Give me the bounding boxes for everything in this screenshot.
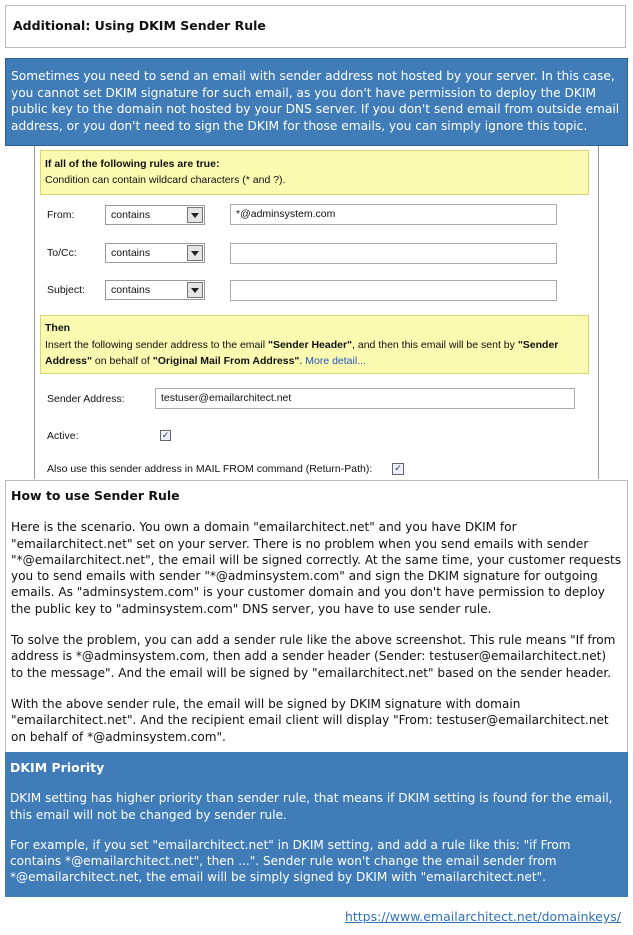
then-text: Insert the following sender address to the email [45,338,268,351]
howto-paragraph: To solve the problem, you can add a sender rule like the above screenshot. This rule means "If from address is *@adminsystem.com, then add a sender header (Sender: testuser@emailarchitect.net) to the message". And the email will be signed by "emailarchitect.net" based on the sender header. [11,633,616,680]
condition-heading: If all of the following rules are true: [45,158,220,170]
subject-operator-select[interactable] [105,280,205,300]
tocc-label: To/Cc: [47,247,77,259]
from-operator-select[interactable] [105,205,205,225]
then-text: . [299,355,306,367]
return-path-row [47,458,372,480]
active-row [47,425,79,447]
tocc-operator-select[interactable] [105,243,205,263]
sender-address-row [47,388,125,410]
priority-paragraph: DKIM setting has higher priority than sender rule, that means if DKIM setting is found for the email, this email will not be changed by sender rule. [10,791,613,822]
subject-operator-value: contains [111,284,151,296]
tocc-value-input[interactable] [230,243,557,264]
then-bold: "Original Mail From Address" [152,355,300,367]
priority-paragraph: For example, if you set "emailarchitect.net" in DKIM setting, and add a rule like this: "if From contains *@emailarchitect.net", then ...". Sender rule won't change the email sender from *@emailarchitect.net, the email will be simply signed by DKIM with "emailarchitect.net". [10,837,571,885]
more-detail-link[interactable]: More detail... [305,355,366,367]
sender-address-input[interactable]: testuser@emailarchitect.net [155,388,575,409]
return-path-label: Also use this sender address in MAIL FROM command (Return-Path): [47,463,373,475]
priority-panel [5,752,628,897]
section-title-box [5,5,626,48]
from-operator-value: contains [111,209,151,221]
active-checkbox[interactable]: ✓ [161,430,170,440]
then-box [40,315,589,374]
subject-label: Subject: [47,284,85,296]
howto-paragraph: Here is the scenario. You own a domain "emailarchitect.net" and you have DKIM for "emailarchitect.net" set on your server. There is no problem when you send emails with sender "*@emailarchitect.net", the email will be signed correctly. At the same time, your customer requests you to send emails with sender "*@adminsystem.com" and sign the DKIM signature for outgoing emails. As "adminsystem.com" is your customer domain and you don't have permission to deploy the public key to "adminsystem.com" DNS server, you have to use sender rule. [11,520,622,616]
tocc-operator-value: contains [111,247,151,259]
from-row [47,204,105,226]
subject-value-input[interactable] [230,280,557,301]
then-bold: "Sender Address" [45,338,559,367]
chevron-down-icon[interactable] [187,245,203,261]
howto-panel [5,480,628,753]
condition-note: Condition can contain wildcard characters (* and ?). [45,174,286,186]
howto-paragraph: With the above sender rule, the email will be signed by DKIM signature with domain "emailarchitect.net". And the recipient email client will display "From: testuser@emailarchitect.net on behalf of *@adminsystem.com". [11,696,609,744]
then-bold: "Sender Header" [267,338,353,351]
condition-box [40,150,589,195]
from-value-input[interactable]: *@adminsystem.com [230,204,557,225]
priority-heading: DKIM Priority [10,760,105,775]
intro-panel: Sometimes you need to send an email with sender address not hosted by your server. In this case, you cannot set DKIM signature for such email, as you don't have permission to deploy the DKIM public key to the domain not hosted by your DNS server. If you don't send email from outside email address, or you don't need to sign the DKIM for those emails, you can simply ignore this topic. [5,58,628,146]
footer-url-link[interactable]: https://www.emailarchitect.net/domainkeys/ [344,909,621,924]
then-text: on behalf of [92,355,153,367]
howto-heading: How to use Sender Rule [11,488,180,503]
tocc-row [47,242,105,264]
then-text: , and then this email will be sent by [352,338,518,351]
section-title: Additional: Using DKIM Sender Rule [13,18,266,33]
return-path-checkbox[interactable]: ✓ [392,463,404,475]
sender-rule-screenshot [34,146,599,479]
chevron-down-icon[interactable] [187,207,203,223]
active-label: Active: [47,430,79,442]
subject-row [47,279,105,301]
chevron-down-icon[interactable] [187,282,203,298]
then-heading: Then [45,322,71,334]
sender-address-label: Sender Address: [47,393,125,405]
from-label: From: [47,209,75,221]
